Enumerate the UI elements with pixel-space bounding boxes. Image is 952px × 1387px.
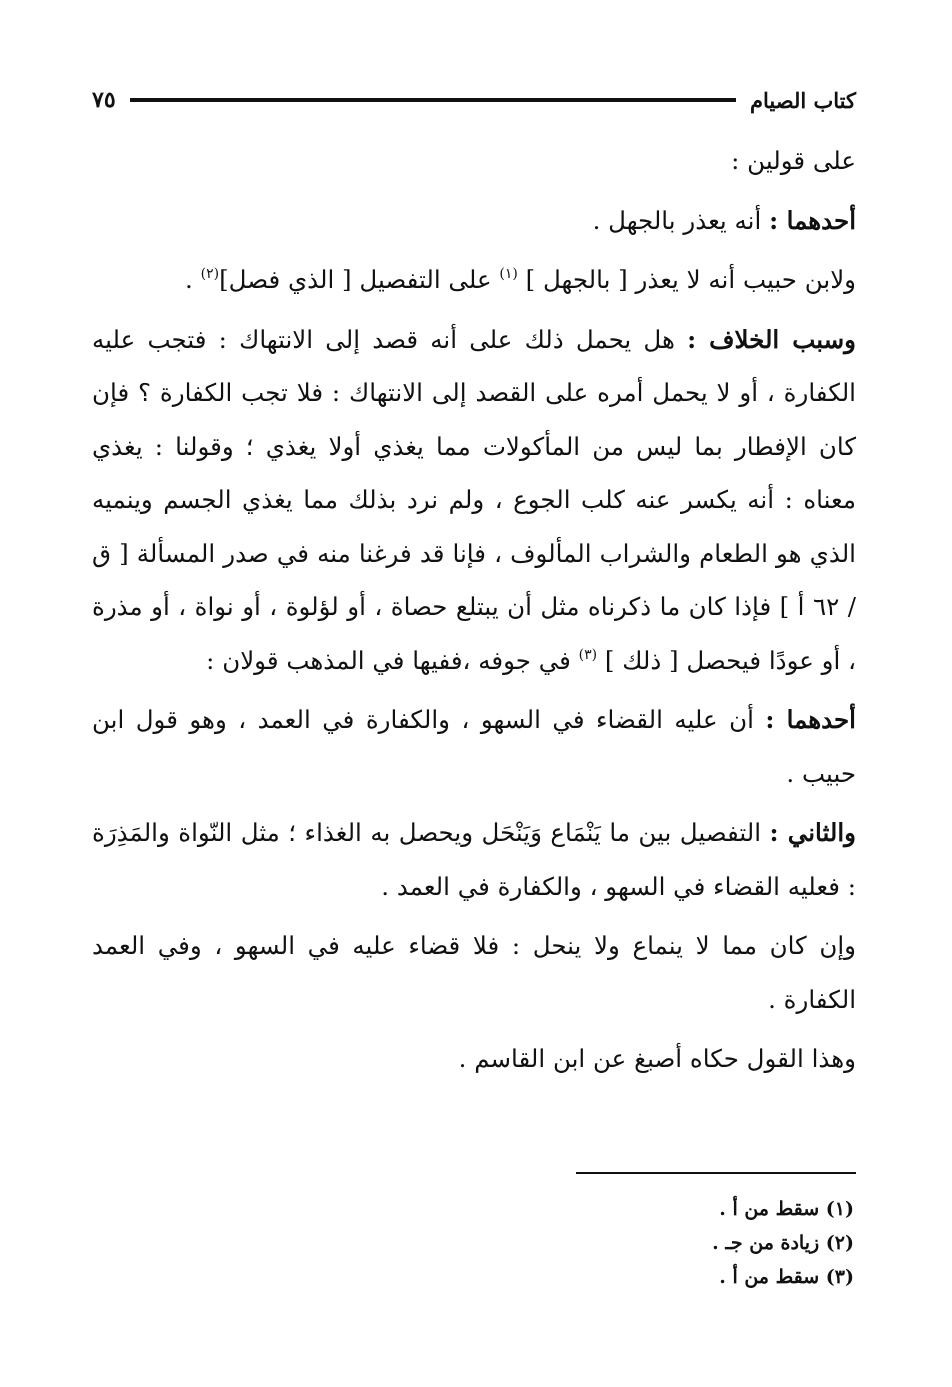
- paragraph-5-text: أن عليه القضاء في السهو ، والكفارة في العمد ، وهو قول ابن حبيب .: [92, 705, 856, 788]
- paragraph-6-lead: والثاني :: [769, 818, 856, 847]
- paragraph-5-lead: أحدهما :: [765, 705, 856, 734]
- paragraph-4-text-a: هل يحمل ذلك على أنه قصد إلى الانتهاك : فتجب عليه الكفارة ، أو لا يحمل أمره على القصد إلى الانتهاك : فلا تجب الكفارة ؟ فإن كان الإفطار بما ليس من المأكولات مما يغذي أولا يغذي ؛ وقولنا : يغذي معناه : أنه يكسر عنه كلب الجوع ، ولم نرد بذلك مما يغذي الجسم وينميه الذي هو الطعام والشراب المألوف ، فإنا قد فرغنا منه في صدر المسألة [ ق / ٦٢ أ ] فإذا كان ما ذكرناه مثل أن يبتلع حصاة ، أو لؤلوة ، أو نواة ، أو مذرة ، أو عودًا فيحصل [ ذلك ]: [92, 324, 857, 675]
- paragraph-8: [92, 1032, 856, 1086]
- paragraph-2: [92, 194, 856, 248]
- paragraph-6-text: التفصيل بين ما يَنْمَاع وَيَنْحَل ويحصل به الغذاء ؛ مثل النّواة والمَذِرَة : فعليه القضاء في السهو ، والكفارة في العمد .: [92, 818, 856, 901]
- paragraph-4-text-b: في جوفه ،ففيها في المذهب قولان :: [206, 645, 579, 675]
- footnote-ref-1[interactable]: (١): [499, 266, 518, 282]
- running-header: [92, 78, 856, 122]
- paragraph-6: [92, 806, 856, 913]
- paragraph-8-text: وهذا القول حكاه أصبغ عن ابن القاسم .: [458, 1044, 856, 1073]
- paragraph-7: [92, 919, 856, 1026]
- paragraph-2-lead: أحدهما :: [769, 205, 856, 235]
- paragraph-4-lead: وسبب الخلاف :: [687, 324, 857, 354]
- paragraph-7-text: وإن كان مما لا ينماع ولا ينحل : فلا قضاء عليه في السهو ، وفي العمد الكفارة .: [92, 931, 856, 1014]
- paragraph-5: [92, 693, 856, 800]
- paragraph-3-text-b: على التفصيل [ الذي فصل]: [219, 265, 500, 294]
- page-number: ٧٥: [92, 87, 116, 113]
- paragraph-1-text: على قولين :: [731, 146, 856, 175]
- paragraph-2-text: أنه يعذر بالجهل .: [592, 205, 770, 235]
- footnote-ref-2[interactable]: (٢): [200, 266, 220, 282]
- paragraph-1: [92, 134, 856, 188]
- paragraph-3-text-c: .: [185, 265, 201, 294]
- footnotes: [400, 1192, 854, 1294]
- footnote-separator: [576, 1172, 856, 1174]
- footnote-2: (٢) زيادة من جـ .: [712, 1232, 854, 1254]
- chapter-title: كتاب الصيام: [750, 87, 856, 113]
- footnote-1: (١) سقط من أ .: [719, 1198, 854, 1220]
- paragraph-3: [92, 253, 856, 307]
- paragraph-4: [92, 313, 856, 688]
- footnote-ref-3[interactable]: (٣): [578, 646, 598, 663]
- paragraph-3-text-a: ولابن حبيب أنه لا يعذر [ بالجهل ]: [517, 265, 856, 294]
- footnote-3: (٣) سقط من أ .: [719, 1266, 854, 1288]
- header-rule: [130, 98, 736, 102]
- main-text: [92, 134, 856, 1092]
